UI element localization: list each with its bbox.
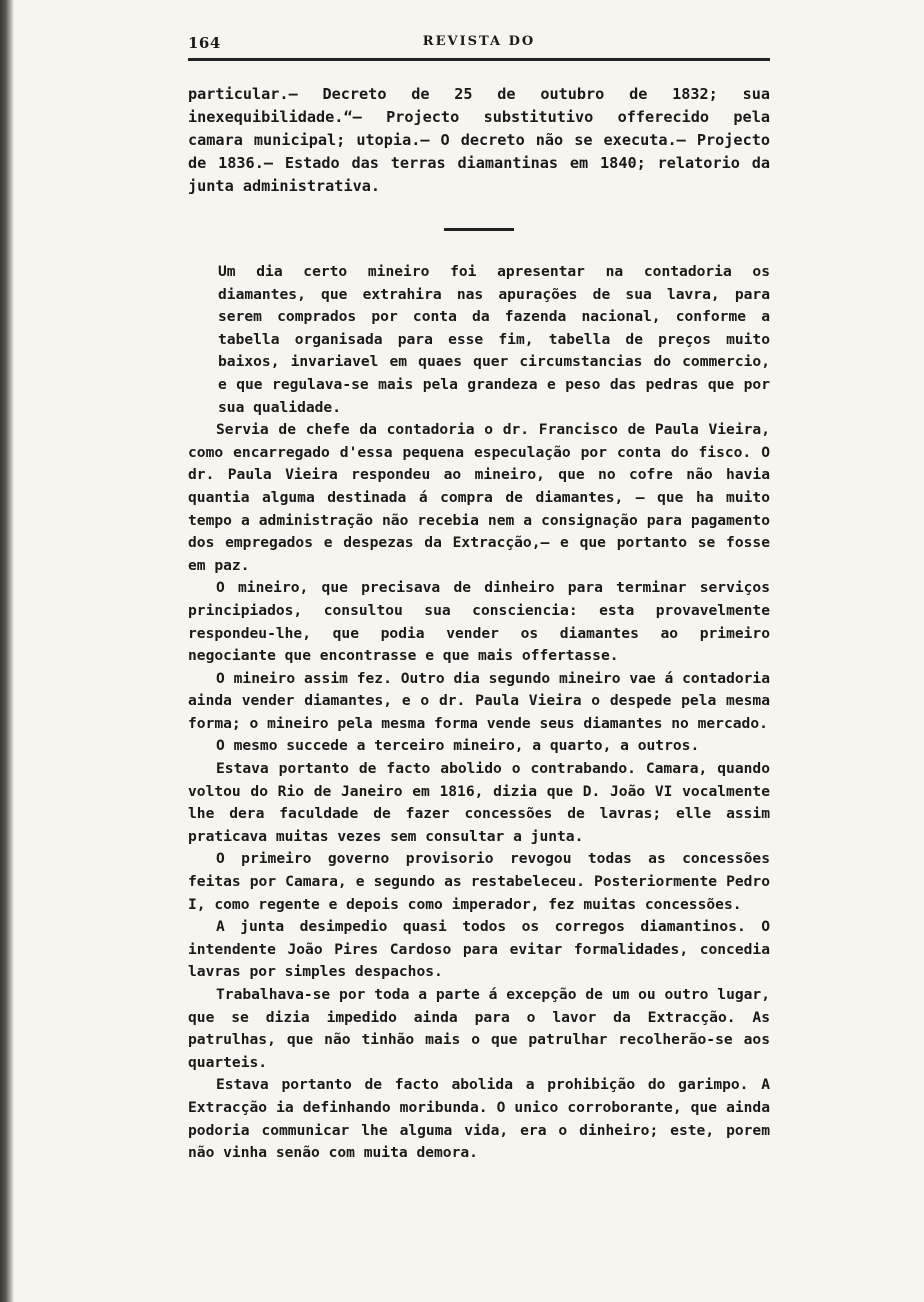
paragraph: O primeiro governo provisorio revogou todas as concessões feitas por Camara, e segundo as restabeleceu. Posteriormente Pedro I, como regente e depois como imperador, fez muitas concessões. [188, 850, 770, 913]
paragraph: Um dia certo mineiro foi apresentar na contadoria os diamantes, que extrahira nas apurações de sua lavra, para serem comprados por conta da fazenda nacional, conforme a tabella organisada para esse fim, tabella de preços muito baixos, invariavel em quaes quer circumstancias do commercio, e que regulava-se mais pela grandeza e peso das pedras que por sua qualidade. [218, 263, 770, 416]
page-header [188, 30, 770, 56]
paragraph: O mineiro, que precisava de dinheiro para terminar serviços principiados, consultou sua consciencia: esta provavelmente respondeu-lhe, que podia vender os diamantes ao primeiro negociante que encontrasse e que mais offertasse. [188, 579, 770, 665]
paragraph: O mineiro assim fez. Outro dia segundo mineiro vae á contadoria ainda vender diamantes, e o dr. Paula Vieira o despede pela mesma forma; o mineiro pela mesma forma vende seus diamantes no mercado. [188, 669, 770, 732]
scan-edge-shadow [0, 0, 14, 1302]
paragraph: Servia de chefe da contadoria o dr. Francisco de Paula Vieira, como encarregado d'essa pequena especulação por conta do fisco. O dr. Paula Vieira respondeu ao mineiro, que no cofre não havia quantia alguma destinada á compra de diamantes, — que ha muito tempo a administração não recebia nem a consignação para pagamento dos empregados e despezas da Extracção,— e que portanto se fosse em paz. [188, 421, 770, 574]
header-rule [188, 58, 770, 61]
running-title: REVISTA DO [422, 34, 536, 49]
chapter-summary: particular.— Decreto de 25 de outubro de 1832; sua inexequibilidade.“— Projecto substitutivo offerecido pela camara municipal; utopia.— O decreto não se executa.— Projecto de 1836.— Estado das terras diamantinas em 1840; relatorio da junta administrativa. [188, 85, 770, 195]
paragraph: Trabalhava-se por toda a parte á excepção de um ou outro lugar, que se dizia impedido ainda para o lavor da Extracção. As patrulhas, que não tinhão mais o que patrulhar recolherão-se aos quarteis. [188, 986, 770, 1071]
page-number: 164 [188, 34, 221, 52]
paragraph: Estava portanto de facto abolida a prohibição do garimpo. A Extracção ia definhando moribunda. O unico corroborante, que ainda podoria communicar lhe alguma vida, era o dinheiro; este, porem não vinha senão com muita demora. [188, 1076, 770, 1162]
paragraph: O mesmo succede a terceiro mineiro, a quarto, a outros. [216, 737, 700, 755]
document-page [188, 30, 770, 1165]
paragraph: Estava portanto de facto abolido o contrabando. Camara, quando voltou do Rio de Janeiro em 1816, dizia que D. João VI vocalmente lhe dera faculdade de fazer concessões de lavras; elle assim praticava muitas vezes sem consultar a junta. [188, 760, 770, 845]
section-divider [444, 228, 514, 231]
body-text [188, 261, 770, 1165]
paragraph: A junta desimpedio quasi todos os corregos diamantinos. O intendente João Pires Cardoso para evitar formalidades, concedia lavras por simples despachos. [188, 918, 770, 981]
